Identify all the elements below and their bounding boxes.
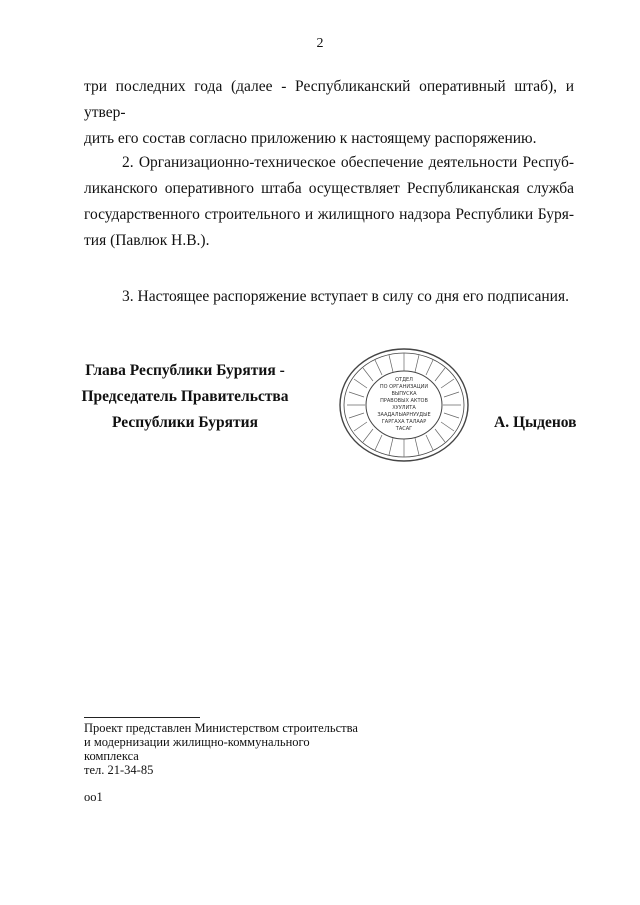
official-seal (337, 346, 471, 464)
footnote-line: Проект представлен Министерством строительства (84, 721, 358, 735)
seal-text-line: ЗААДАЛЫАРНУУДЫЕ (377, 412, 431, 418)
seal-text-line: ПРАВОВЫХ АКТОВ (380, 398, 428, 404)
seal-text-line: ОТДЕЛ (395, 377, 413, 383)
seal-text-line: ВЫПУСКА (391, 391, 417, 397)
paragraph-2 (84, 150, 574, 254)
seal-text-line: ПО ОРГАНИЗАЦИИ (379, 384, 429, 390)
paragraph-line: государственного строительного и жилищного надзора Республики Буря- (84, 206, 574, 223)
paragraph-line: три последних года (далее - Республиканский оперативный штаб), и утвер- (84, 78, 574, 121)
signatory-name: А. Цыденов (494, 414, 577, 431)
footnote-line: тел. 21-34-85 (84, 763, 154, 777)
seal-text-line: ХУУЛИТА (392, 405, 416, 411)
signatory-position-line: Республики Бурятия (112, 414, 258, 431)
signatory-position-line: Глава Республики Бурятия - (85, 362, 285, 379)
document-code: оо1 (84, 790, 103, 804)
paragraph-line: дить его состав согласно приложению к настоящему распоряжению. (84, 130, 537, 147)
paragraph-1 (84, 74, 574, 152)
paragraph-3 (84, 284, 574, 310)
footnote-line: и модернизации жилищно-коммунального (84, 735, 310, 749)
paragraph-line: ликанского оперативного штаба осуществляет Республиканская служба (84, 180, 574, 197)
paragraph-line: 2. Организационно-техническое обеспечение деятельности Респуб- (122, 154, 574, 171)
seal-text-line: ТАСАГ (395, 426, 413, 432)
signatory-position (70, 358, 300, 436)
footnote (84, 721, 404, 777)
signatory-position-line: Председатель Правительства (81, 388, 289, 405)
paragraph-line: тия (Павлюк Н.В.). (84, 232, 210, 249)
seal-text-line: ГАРГАХА ТАЛААР (381, 419, 427, 425)
footnote-divider (84, 717, 200, 718)
footnote-line: комплекса (84, 749, 139, 763)
paragraph-line: 3. Настоящее распоряжение вступает в силу со дня его подписания. (122, 288, 569, 305)
page-number: 2 (316, 36, 324, 51)
